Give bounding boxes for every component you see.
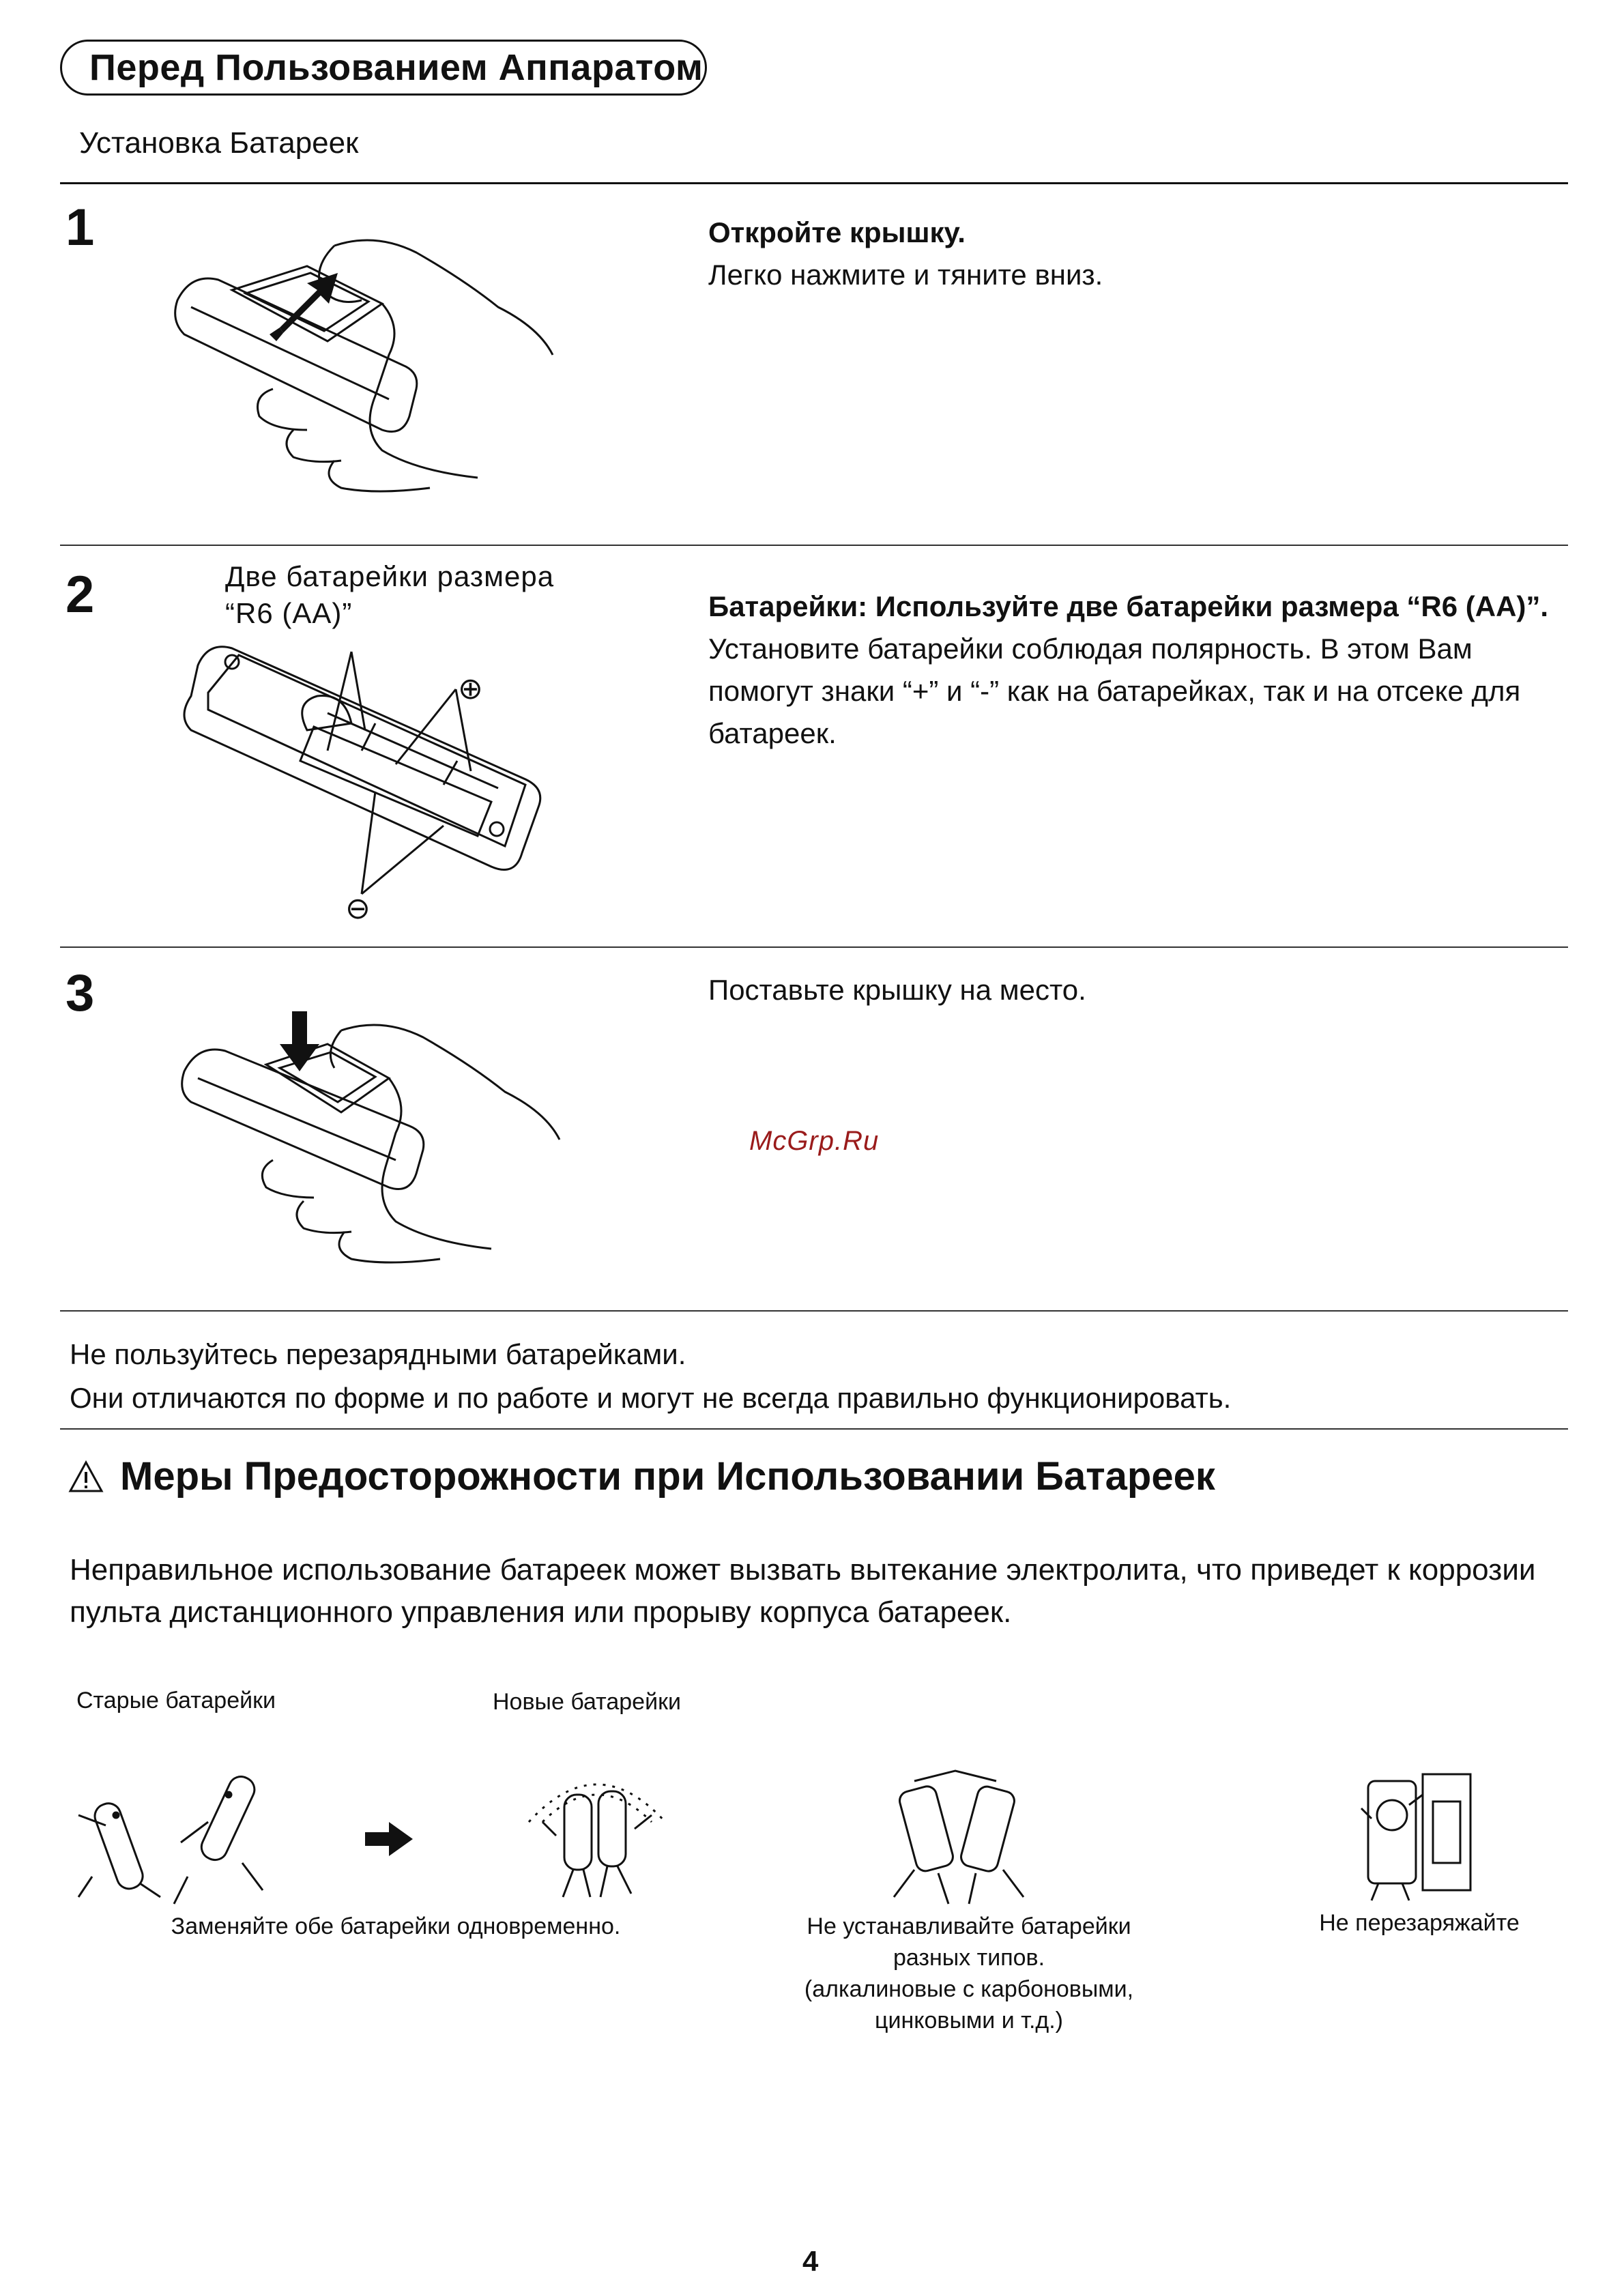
watermark: McGrp.Ru [749,1126,880,1156]
step-3-text [708,969,1569,1011]
warning-heading [68,1453,1215,1499]
step-number-1: 1 [66,199,95,257]
page-number: 4 [802,2245,819,2277]
divider [60,1428,1568,1430]
replace-both-caption: Заменяйте обе батарейки одновременно. [171,1913,621,1939]
mixed-caption-line-4: цинковыми и т.д.) [874,2008,1064,2034]
new-batteries-label: Новые батарейки [493,1689,681,1715]
old-batteries-label: Старые батарейки [76,1688,276,1713]
minus-polarity-icon: ⊖ [345,892,371,925]
note-line-2: Они отличаются по форме и по работе и могут не всегда правильно функционировать. [70,1382,1232,1414]
step-2-text [708,585,1569,755]
battery-size-label [225,558,554,632]
new-batteries-illustration [515,1754,679,1918]
step-2-heading: Батарейки: Используйте две батарейки размера “R6 (AA)”. [708,590,1549,622]
divider [60,946,1568,948]
mixed-batteries-illustration [873,1761,1051,1918]
divider [60,545,1568,546]
warning-title: Меры Предосторожности при Использовании Батареек [120,1454,1215,1499]
step-1-body: Легко нажмите и тяните вниз. [708,259,1103,291]
battery-compartment-illustration [171,628,553,935]
mixed-caption-line-2: разных типов. [893,1945,1045,1971]
step-number-3: 3 [66,964,95,1022]
warning-paragraph: Неправильное использование батареек может вызвать вытекание электролита, что приведет к коррозии пульта дистанционного управления или прорыву корпуса батареек. [70,1553,1536,1629]
step-1-text [708,212,1569,296]
step-2-body: Установите батарейки соблюдая полярность. В этом Вам помогут знаки “+” и “-” как на батарейках, так и на отсеке для батареек. [708,633,1521,749]
divider [60,182,1568,184]
warning-triangle-icon [68,1460,104,1493]
step-1-heading: Откройте крышку. [708,216,966,248]
subsection-title: Установка Батареек [79,126,359,160]
rechargeable-note [70,1333,1231,1420]
arrow-right-icon [365,1822,413,1856]
no-recharge-caption: Не перезаряжайте [1319,1910,1520,1936]
remote-close-cover-illustration [171,1003,566,1276]
mixed-caption-line-3: (алкалиновые с карбоновыми, [804,1976,1134,2002]
mixed-types-caption [723,1911,1215,2036]
note-line-1: Не пользуйтесь перезарядными батарейками. [70,1338,686,1370]
mixed-caption-line-1: Не устанавливайте батарейки [807,1913,1131,1939]
remote-open-cover-illustration [157,225,566,498]
section-title: Перед Пользованием Аппаратом [60,40,707,96]
step-number-2: 2 [66,566,95,624]
battery-size-label-line2: “R6 (AA)” [225,597,353,629]
plus-polarity-icon: ⊕ [458,672,483,706]
old-batteries-illustration [65,1761,290,1924]
step-3-body: Поставьте крышку на место. [708,974,1086,1006]
no-recharge-illustration [1354,1767,1491,1904]
battery-size-label-line1: Две батарейки размера [225,560,555,592]
divider [60,1310,1568,1312]
